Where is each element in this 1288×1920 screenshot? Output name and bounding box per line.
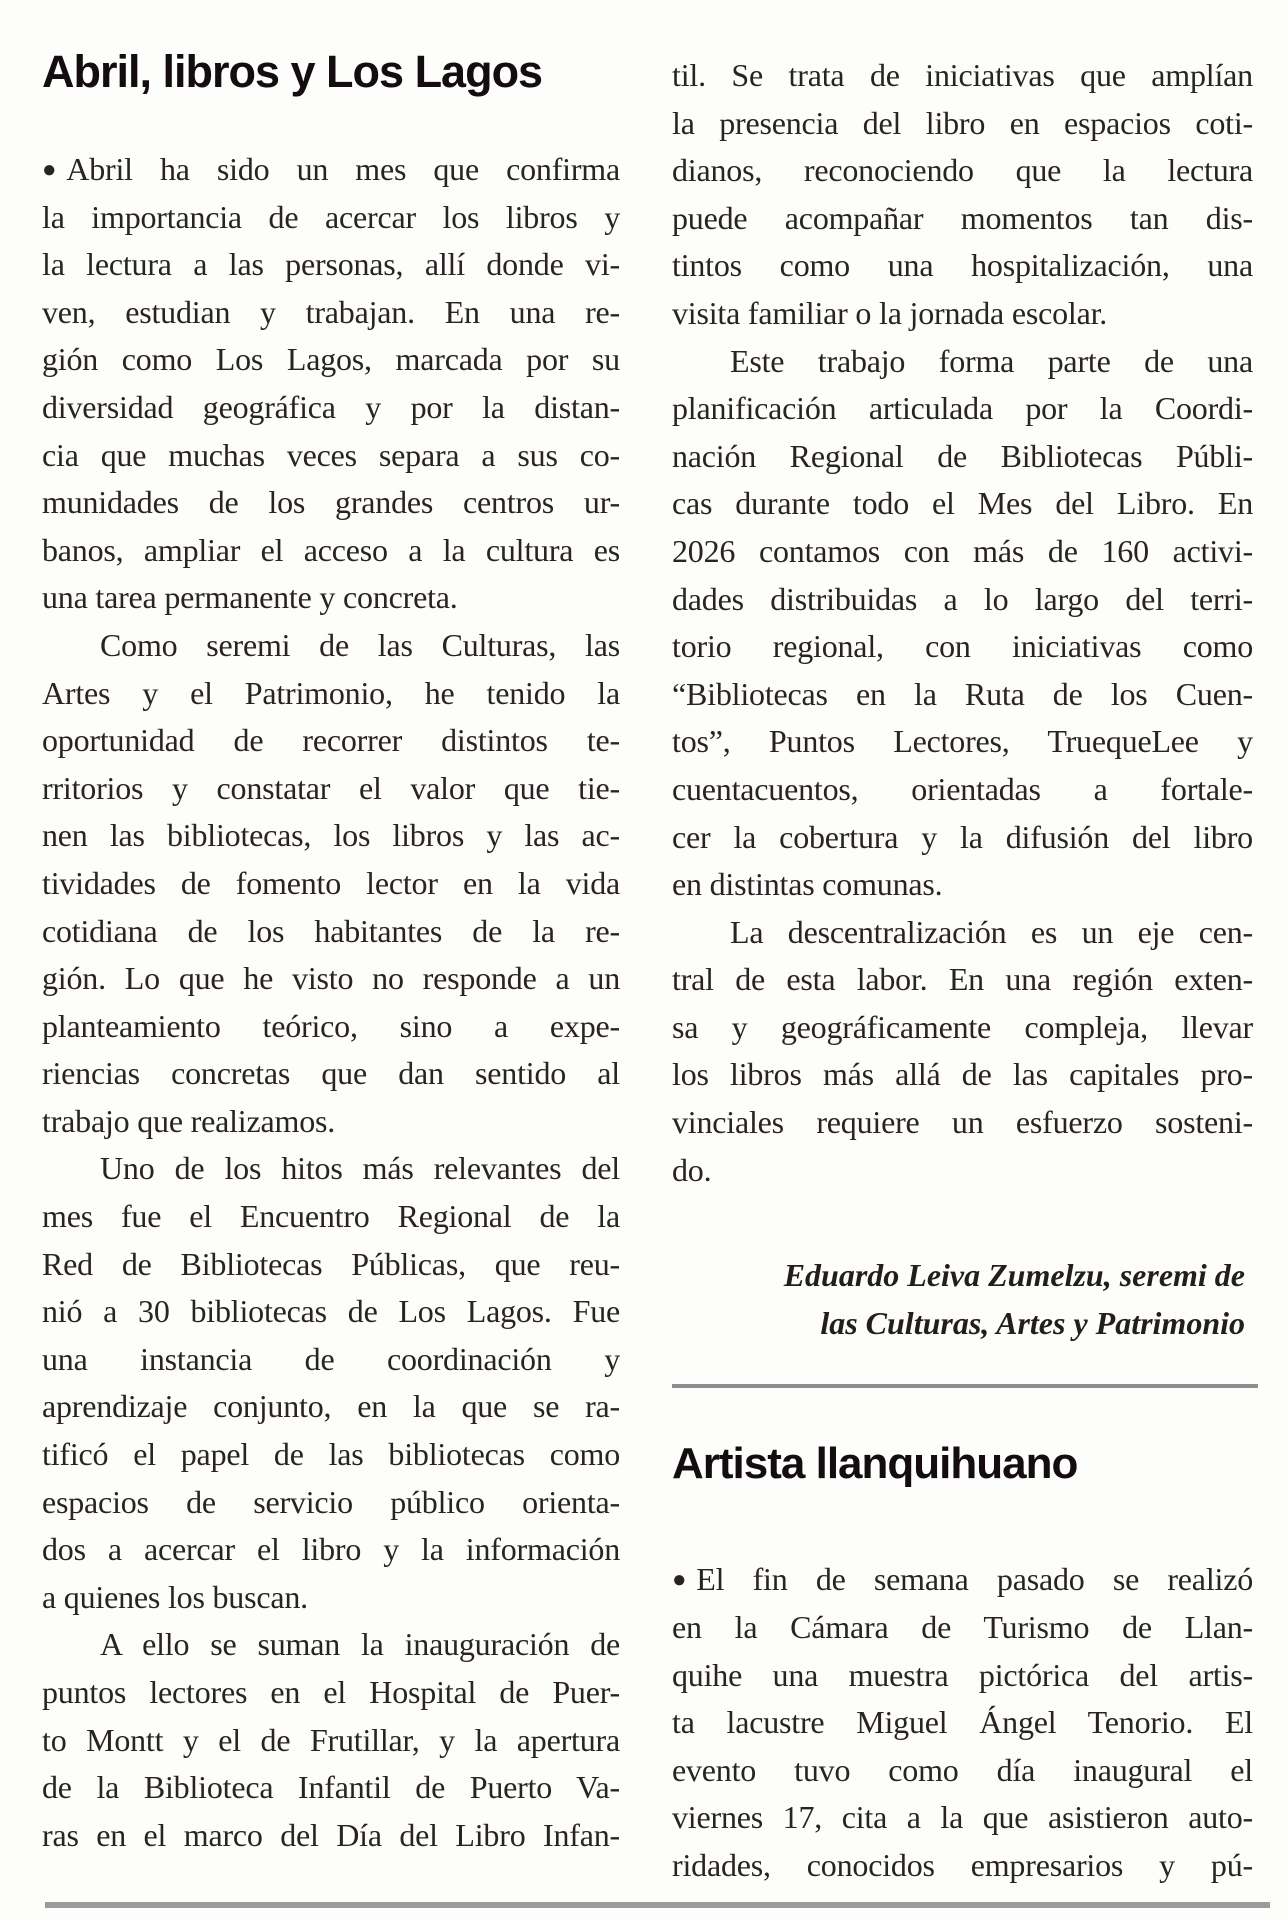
text-line: Red de Bibliotecas Públicas, que reu- — [42, 1245, 620, 1282]
article-1-left-column-body — [42, 146, 620, 1859]
bullet-icon: ● — [672, 1567, 687, 1594]
text-line: espacios de servicio público orienta- — [42, 1483, 620, 1520]
text-line: en distintas comunas. — [672, 866, 943, 903]
paragraph — [672, 909, 1253, 1195]
text-line: una instancia de coordinación y — [42, 1340, 620, 1377]
column-left — [42, 45, 620, 1859]
text-line: gión como Los Lagos, marcada por su — [42, 341, 620, 378]
text-line: tos”, Puntos Lectores, TruequeLee y — [672, 723, 1253, 760]
text-line: Este trabajo forma parte de una — [730, 342, 1253, 379]
text-line: la lectura a las personas, allí donde vi- — [42, 246, 620, 283]
text-line: mes fue el Encuentro Regional de la — [42, 1198, 620, 1235]
text-line: tral de esta labor. En una región exten- — [672, 961, 1253, 998]
text-line: de la Biblioteca Infantil de Puerto Va- — [42, 1769, 620, 1806]
signature-line-1: Eduardo Leiva Zumelzu, seremi de — [783, 1257, 1245, 1294]
text-line: munidades de los grandes centros ur- — [42, 484, 620, 521]
text-line: oportunidad de recorrer distintos te- — [42, 722, 620, 759]
text-line: nen las bibliotecas, los libros y las ac- — [42, 817, 620, 854]
text-line: ridades, conocidos empresarios y pú- — [672, 1847, 1253, 1883]
text-line: cuentacuentos, orientadas a fortale- — [672, 770, 1253, 807]
text-line: evento tuvo como día inaugural el — [672, 1751, 1253, 1788]
article-2-body — [672, 1556, 1253, 1889]
text-line: do. — [672, 1151, 712, 1188]
text-line: ven, estudian y trabajan. En una re- — [42, 293, 620, 330]
text-line: sa y geográficamente compleja, llevar — [672, 1008, 1253, 1045]
text-line: Como seremi de las Culturas, las — [100, 626, 620, 663]
text-line: viernes 17, cita a la que asistieron auto- — [672, 1799, 1253, 1836]
bullet-icon: ● — [42, 157, 57, 183]
page-bottom-rule — [45, 1902, 1270, 1908]
text-line: banos, ampliar el acceso a la cultura es — [42, 531, 620, 568]
text-line: puede acompañar momentos tan dis- — [672, 199, 1253, 236]
text-line: ras en el marco del Día del Libro Infan- — [42, 1816, 620, 1853]
paragraph — [672, 1556, 1253, 1889]
text-line: una tarea permanente y concreta. — [42, 579, 458, 616]
text-line: riencias concretas que dan sentido al — [42, 1055, 620, 1092]
paragraph — [42, 146, 620, 622]
column-right — [672, 52, 1253, 1890]
section-divider-rule — [672, 1384, 1258, 1388]
text-line: ● El fin de semana pasado se realizó — [672, 1561, 1253, 1598]
text-line: quihe una muestra pictórica del artis- — [672, 1656, 1253, 1693]
text-line: A ello se suman la inauguración de — [100, 1626, 620, 1663]
text-line: dianos, reconociendo que la lectura — [672, 152, 1253, 189]
text-line: cer la cobertura y la difusión del libro — [672, 818, 1253, 855]
text-line: planteamiento teórico, sino a expe- — [42, 1007, 620, 1044]
text-line: tificó el papel de las bibliotecas como — [42, 1436, 620, 1473]
text-line: visita familiar o la jornada escolar. — [672, 294, 1108, 331]
text-line: en la Cámara de Turismo de Llan- — [672, 1609, 1253, 1646]
text-line: dades distribuidas a lo largo del terri- — [672, 580, 1253, 617]
text-line: nación Regional de Bibliotecas Públi- — [672, 437, 1253, 474]
paragraph — [42, 622, 620, 1146]
text-line: planificación articulada por la Coordi- — [672, 390, 1253, 427]
text-line: cas durante todo el Mes del Libro. En — [672, 485, 1253, 522]
article-1-right-column-body — [672, 52, 1253, 1194]
text-line: tividades de fomento lector en la vida — [42, 864, 620, 901]
text-line: torio regional, con iniciativas como — [672, 628, 1253, 665]
paragraph — [672, 338, 1253, 909]
text-line: 2026 contamos con más de 160 activi- — [672, 532, 1253, 569]
text-line: ta lacustre Miguel Ángel Tenorio. El — [672, 1704, 1253, 1741]
paragraph — [672, 52, 1253, 338]
text-line: rritorios y constatar el valor que tie- — [42, 769, 620, 806]
text-line: tintos como una hospitalización, una — [672, 247, 1253, 284]
paragraph — [42, 1621, 620, 1859]
article-1-title: Abril, libros y Los Lagos — [42, 46, 543, 97]
text-line: nió a 30 bibliotecas de Los Lagos. Fue — [42, 1293, 620, 1330]
paragraph — [42, 1145, 620, 1621]
text-line: to Montt y el de Frutillar, y la apertura — [42, 1721, 620, 1758]
text-line: gión. Lo que he visto no responde a un — [42, 960, 620, 997]
signature-line-2: las Culturas, Artes y Patrimonio — [820, 1304, 1245, 1341]
text-line: cotidiana de los habitantes de la re- — [42, 912, 620, 949]
text-line: La descentralización es un eje cen- — [730, 913, 1253, 950]
text-line: cia que muchas veces separa a sus co- — [42, 436, 620, 473]
text-line: a quienes los buscan. — [42, 1578, 308, 1615]
text-line: Uno de los hitos más relevantes del — [100, 1150, 620, 1187]
text-line: puntos lectores en el Hospital de Puer- — [42, 1674, 620, 1710]
text-line: la importancia de acercar los libros y — [42, 198, 620, 235]
text-line: vinciales requiere un esfuerzo sosteni- — [672, 1104, 1253, 1141]
text-line: los libros más allá de las capitales pro- — [672, 1056, 1253, 1093]
text-line: diversidad geográfica y por la distan- — [42, 388, 620, 425]
text-line: ● Abril ha sido un mes que confirma — [42, 151, 620, 187]
text-line: trabajo que realizamos. — [42, 1102, 336, 1139]
text-line: Artes y el Patrimonio, he tenido la — [42, 674, 620, 711]
text-line: dos a acercar el libro y la información — [42, 1531, 620, 1568]
text-line: aprendizaje conjunto, en la que se ra- — [42, 1388, 620, 1425]
text-line: “Bibliotecas en la Ruta de los Cuen- — [672, 675, 1253, 712]
signature — [672, 1252, 1253, 1347]
text-line: la presencia del libro en espacios coti- — [672, 104, 1253, 141]
text-line: til. Se trata de iniciativas que amplían — [672, 57, 1253, 93]
article-2-title: Artista llanquihuano — [672, 1439, 1078, 1489]
